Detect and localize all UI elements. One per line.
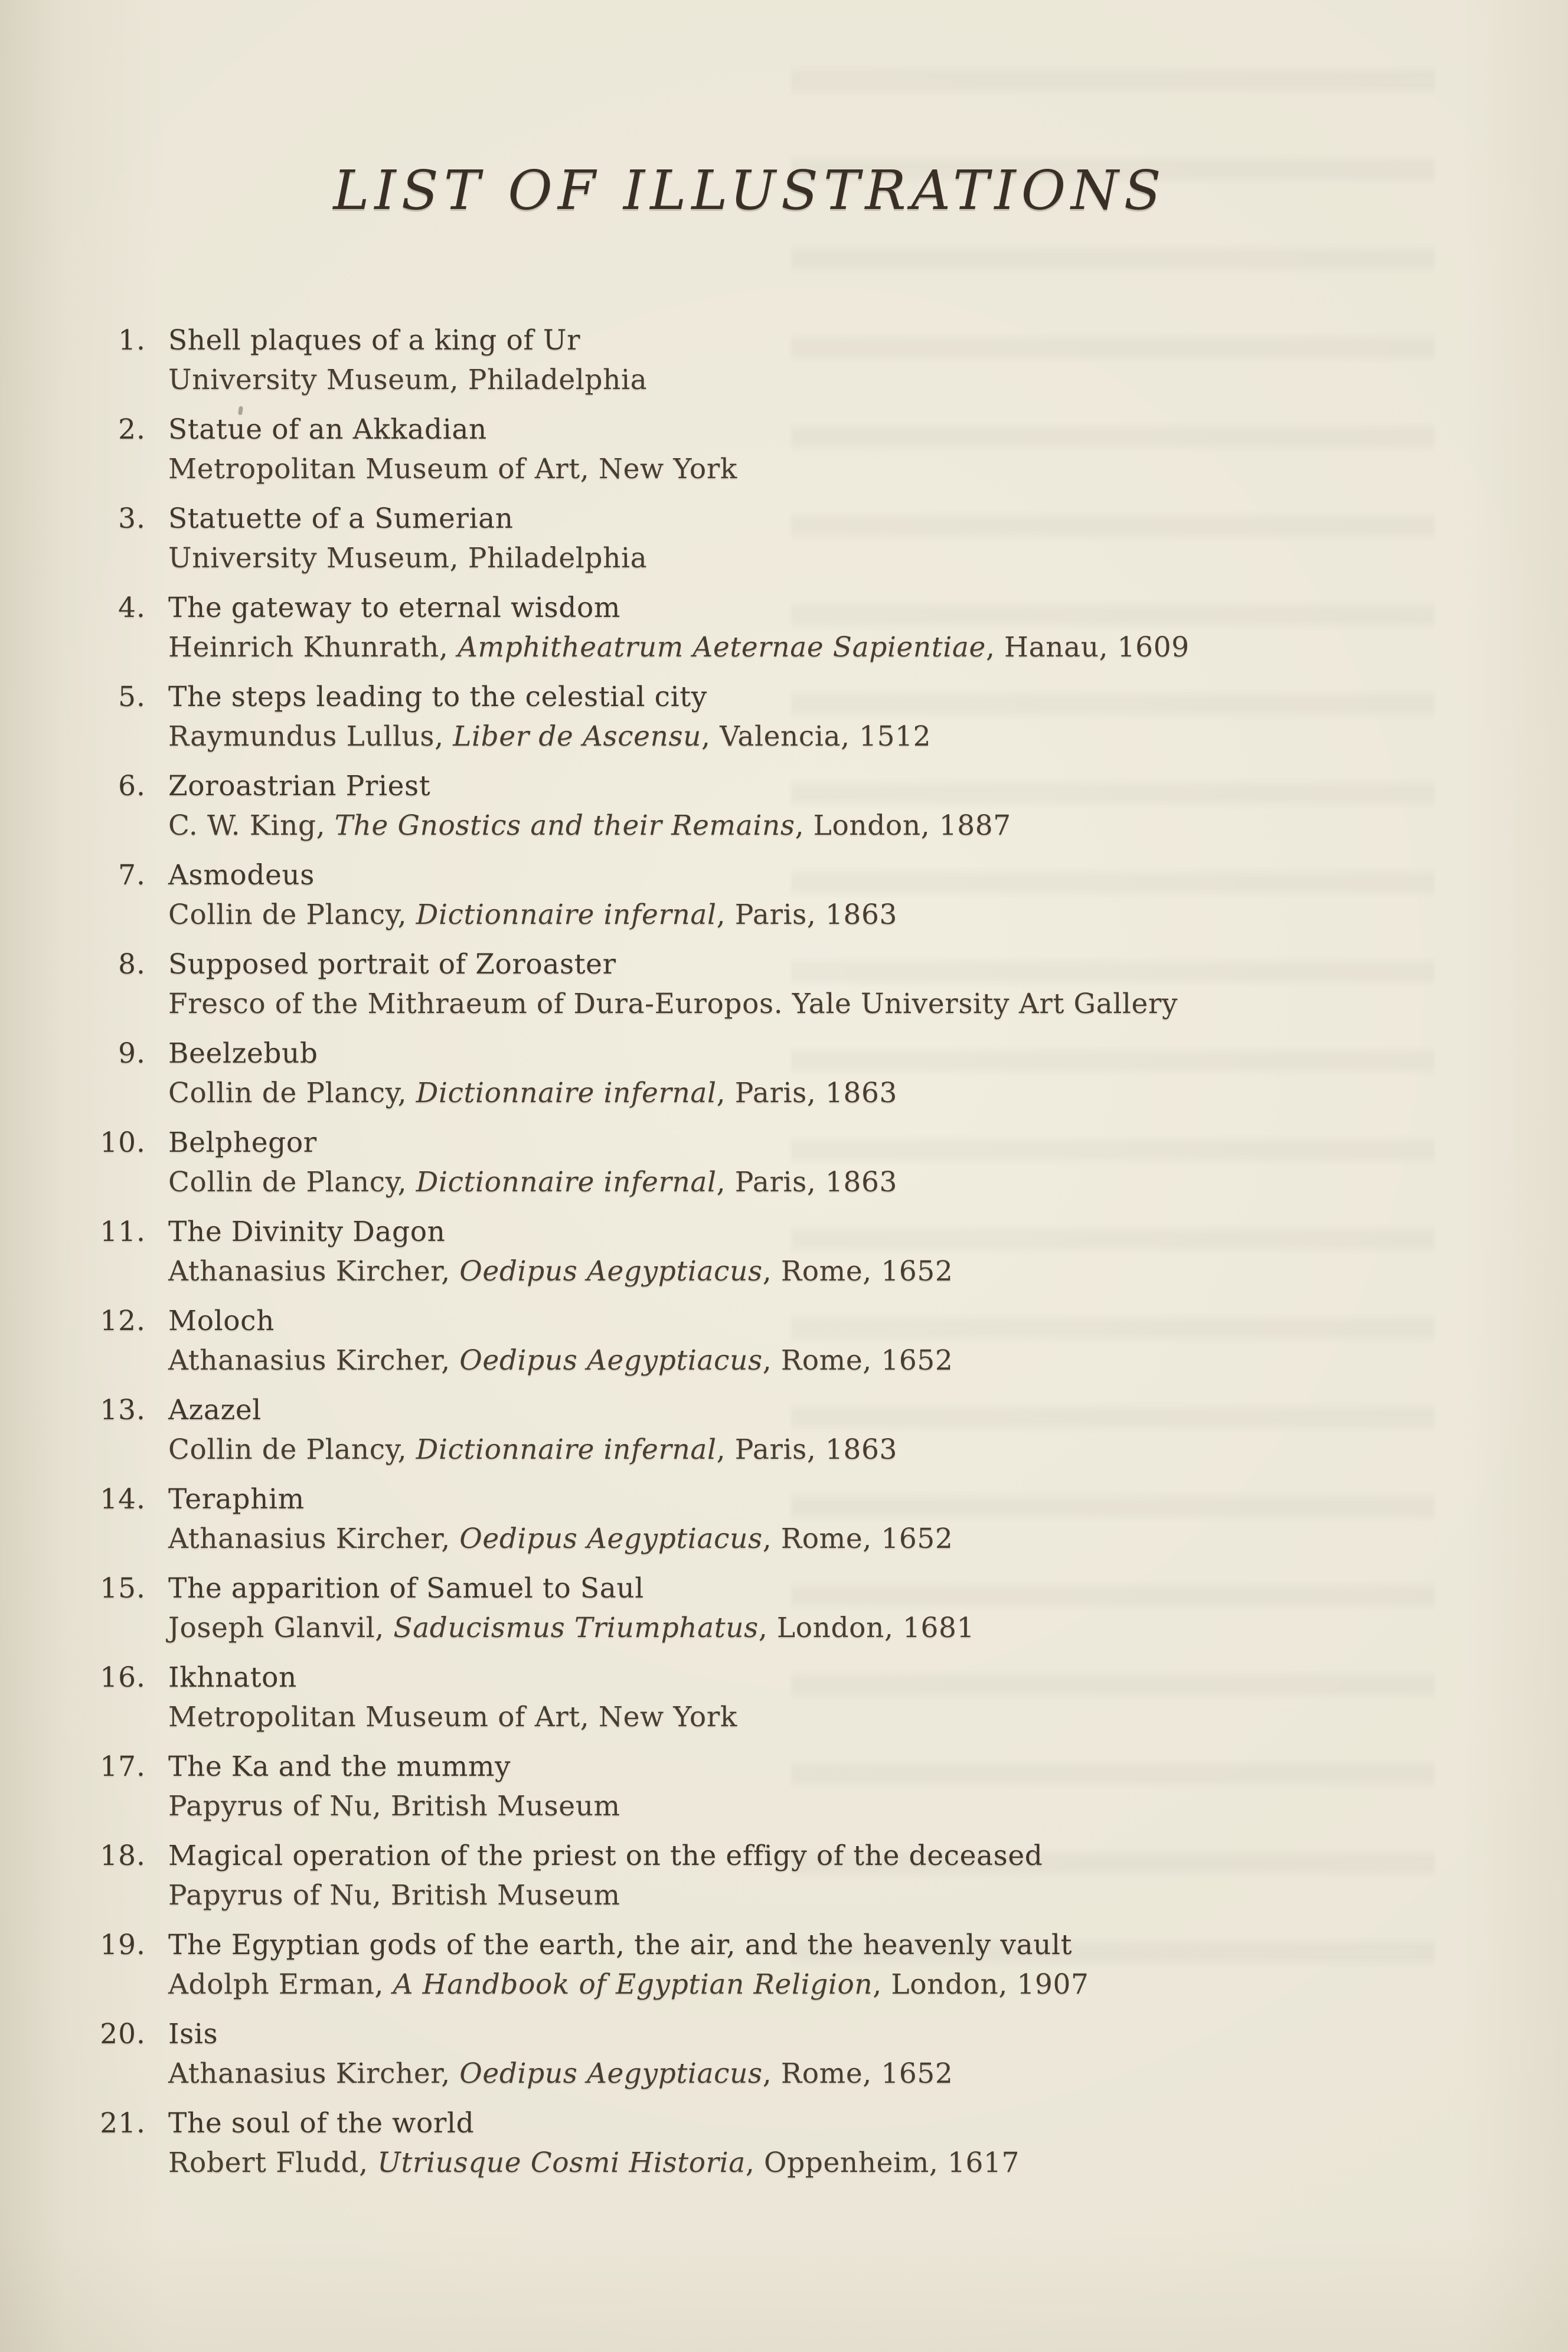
- item-title: Statue of an Akkadian: [168, 413, 487, 446]
- item-lines: [168, 321, 647, 400]
- source-book-title: The Gnostics and their Remains: [334, 809, 795, 842]
- source-text: Collin de Plancy,: [168, 1166, 416, 1199]
- item-title: Zoroastrian Priest: [168, 770, 431, 803]
- item-title: Beelzebub: [168, 1037, 318, 1070]
- source-text: Athanasius Kircher,: [168, 2057, 460, 2090]
- source-text: Joseph Glanvil,: [168, 1612, 394, 1645]
- list-item: [62, 1301, 1568, 1380]
- list-item: [62, 2014, 1568, 2093]
- list-item: [62, 321, 1568, 400]
- item-number: 11.: [100, 1216, 146, 1249]
- source-text: Athanasius Kircher,: [168, 1523, 460, 1556]
- item-number: 13.: [100, 1394, 146, 1427]
- item-lines: [168, 588, 1190, 667]
- item-lines: [168, 2103, 1020, 2183]
- source-text: , Rome, 1652: [762, 2057, 953, 2090]
- item-number: 15.: [100, 1572, 146, 1605]
- item-source: [168, 717, 931, 756]
- item-lines: [168, 499, 647, 578]
- list-item: [62, 855, 1568, 935]
- list-item: [62, 2103, 1568, 2183]
- source-text: Athanasius Kircher,: [168, 1344, 460, 1377]
- source-text: Raymundus Lullus,: [168, 720, 453, 753]
- source-book-title: A Handbook of Egyptian Religion: [393, 1968, 873, 2001]
- item-title: Shell plaques of a king of Ur: [168, 324, 581, 357]
- source-book-title: Utriusque Cosmi Historia: [377, 2147, 746, 2180]
- item-lines: [168, 1836, 1043, 1915]
- item-source: [168, 2054, 953, 2093]
- item-title: The Divinity Dagon: [168, 1216, 446, 1249]
- source-book-title: Saducismus Triumphatus: [393, 1612, 759, 1645]
- source-text: , Rome, 1652: [762, 1523, 953, 1556]
- item-number: 16.: [100, 1661, 146, 1694]
- list-item: [62, 1836, 1568, 1915]
- source-text: , Paris, 1863: [716, 899, 897, 932]
- item-title: Asmodeus: [168, 859, 315, 892]
- item-source: [168, 360, 647, 400]
- item-title: Ikhnaton: [168, 1661, 297, 1694]
- item-number: 3.: [118, 502, 146, 535]
- item-source: [168, 2143, 1020, 2183]
- source-text: C. W. King,: [168, 809, 335, 842]
- item-source: [168, 628, 1190, 667]
- source-book-title: Amphitheatrum Aeternae Sapientiae: [457, 631, 986, 664]
- item-lines: [168, 2014, 953, 2093]
- item-source: [168, 1073, 897, 1113]
- source-text: , London, 1681: [758, 1612, 975, 1645]
- item-source: [168, 1519, 953, 1559]
- source-text: , Oppenheim, 1617: [745, 2147, 1020, 2180]
- item-source: [168, 1965, 1089, 2004]
- item-number: 14.: [100, 1483, 146, 1516]
- item-title: The gateway to eternal wisdom: [168, 592, 621, 625]
- source-text: Fresco of the Mithraeum of Dura-Europos. Yale University Art Gallery: [168, 988, 1178, 1021]
- item-source: [168, 1786, 620, 1826]
- source-text: Papyrus of Nu, British Museum: [168, 1790, 620, 1823]
- item-lines: [168, 1212, 953, 1291]
- list-item: [62, 1925, 1568, 2004]
- source-text: , Rome, 1652: [762, 1255, 953, 1288]
- item-title: The Egyptian gods of the earth, the air, and the heavenly vault: [168, 1929, 1073, 1962]
- source-book-title: Oedipus Aegyptiacus: [459, 1344, 763, 1377]
- source-book-title: Oedipus Aegyptiacus: [459, 1255, 763, 1288]
- item-lines: [168, 1034, 897, 1113]
- item-source: [168, 449, 737, 489]
- item-source: [168, 1162, 897, 1202]
- item-number: 6.: [118, 770, 146, 803]
- source-text: , London, 1907: [873, 1968, 1089, 2001]
- source-book-title: Liber de Ascensu: [453, 720, 702, 753]
- illustration-list: [62, 321, 1568, 2183]
- page-title: LIST OF ILLUSTRATIONS: [333, 159, 1167, 222]
- item-source: [168, 1608, 975, 1648]
- item-number: 19.: [100, 1929, 146, 1962]
- item-number: 1.: [118, 324, 146, 357]
- item-number: 17.: [100, 1750, 146, 1783]
- list-item: [62, 1034, 1568, 1113]
- item-lines: [168, 855, 897, 935]
- item-title: The Ka and the mummy: [168, 1750, 511, 1783]
- list-item: [62, 766, 1568, 845]
- source-book-title: Oedipus Aegyptiacus: [459, 2057, 763, 2090]
- item-number: 10.: [100, 1126, 146, 1159]
- list-item: [62, 588, 1568, 667]
- item-title: The steps leading to the celestial city: [168, 681, 707, 714]
- source-text: Papyrus of Nu, British Museum: [168, 1879, 620, 1912]
- item-lines: [168, 1390, 897, 1469]
- item-source: [168, 984, 1178, 1024]
- item-title: The soul of the world: [168, 2107, 475, 2140]
- source-text: University Museum, Philadelphia: [168, 542, 648, 575]
- source-text: University Museum, Philadelphia: [168, 364, 648, 397]
- item-lines: [168, 1658, 737, 1737]
- item-source: [168, 1252, 953, 1291]
- source-text: Collin de Plancy,: [168, 899, 416, 932]
- item-title: The apparition of Samuel to Saul: [168, 1572, 644, 1605]
- source-text: Heinrich Khunrath,: [168, 631, 458, 664]
- item-source: [168, 1341, 953, 1380]
- source-book-title: Dictionnaire infernal: [416, 1077, 717, 1110]
- source-text: Robert Fludd,: [168, 2147, 378, 2180]
- item-title: Isis: [168, 2018, 218, 2051]
- source-text: , Paris, 1863: [716, 1433, 897, 1466]
- list-item: [62, 1658, 1568, 1737]
- item-lines: [168, 945, 1178, 1024]
- item-number: 8.: [118, 948, 146, 981]
- item-title: Supposed portrait of Zoroaster: [168, 948, 616, 981]
- source-book-title: Dictionnaire infernal: [416, 1433, 717, 1466]
- list-item: [62, 1390, 1568, 1469]
- item-lines: [168, 766, 1011, 845]
- item-title: Moloch: [168, 1305, 275, 1338]
- item-lines: [168, 1301, 953, 1380]
- list-item: [62, 410, 1568, 489]
- list-item: [62, 945, 1568, 1024]
- list-item: [62, 1747, 1568, 1826]
- item-number: 18.: [100, 1840, 146, 1873]
- source-text: , Paris, 1863: [716, 1077, 897, 1110]
- source-text: , Hanau, 1609: [985, 631, 1190, 664]
- item-number: 2.: [118, 413, 146, 446]
- item-lines: [168, 1925, 1089, 2004]
- list-item: [62, 1212, 1568, 1291]
- source-text: , Valencia, 1512: [701, 720, 932, 753]
- item-source: [168, 538, 647, 578]
- item-number: 20.: [100, 2018, 146, 2051]
- item-title: Magical operation of the priest on the effigy of the deceased: [168, 1840, 1043, 1873]
- item-source: [168, 1430, 897, 1469]
- item-title: Azazel: [168, 1394, 262, 1427]
- source-text: , Rome, 1652: [762, 1344, 953, 1377]
- item-title: Teraphim: [168, 1483, 305, 1516]
- source-book-title: Oedipus Aegyptiacus: [459, 1523, 763, 1556]
- item-title: Statuette of a Sumerian: [168, 502, 514, 535]
- source-text: Collin de Plancy,: [168, 1433, 416, 1466]
- item-number: 9.: [118, 1037, 146, 1070]
- list-item: [62, 1569, 1568, 1648]
- item-lines: [168, 410, 737, 489]
- source-book-title: Dictionnaire infernal: [416, 899, 717, 932]
- item-lines: [168, 1747, 620, 1826]
- item-lines: [168, 1123, 897, 1202]
- list-item: [62, 1479, 1568, 1559]
- item-lines: [168, 1569, 975, 1648]
- item-number: 7.: [118, 859, 146, 892]
- list-item: [62, 677, 1568, 756]
- item-number: 12.: [100, 1305, 146, 1338]
- item-number: 5.: [118, 681, 146, 714]
- item-source: [168, 1876, 1043, 1915]
- list-item: [62, 499, 1568, 578]
- item-source: [168, 806, 1011, 845]
- source-text: Metropolitan Museum of Art, New York: [168, 453, 737, 486]
- item-source: [168, 895, 897, 935]
- item-lines: [168, 1479, 953, 1559]
- item-title: Belphegor: [168, 1126, 317, 1159]
- source-text: Adolph Erman,: [168, 1968, 393, 2001]
- source-text: Athanasius Kircher,: [168, 1255, 460, 1288]
- source-text: , Paris, 1863: [716, 1166, 897, 1199]
- item-number: 4.: [118, 592, 146, 625]
- item-lines: [168, 677, 931, 756]
- source-text: Collin de Plancy,: [168, 1077, 416, 1110]
- source-book-title: Dictionnaire infernal: [416, 1166, 717, 1199]
- source-text: , London, 1887: [795, 809, 1011, 842]
- source-text: Metropolitan Museum of Art, New York: [168, 1701, 737, 1734]
- list-item: [62, 1123, 1568, 1202]
- item-source: [168, 1697, 737, 1737]
- item-number: 21.: [100, 2107, 146, 2140]
